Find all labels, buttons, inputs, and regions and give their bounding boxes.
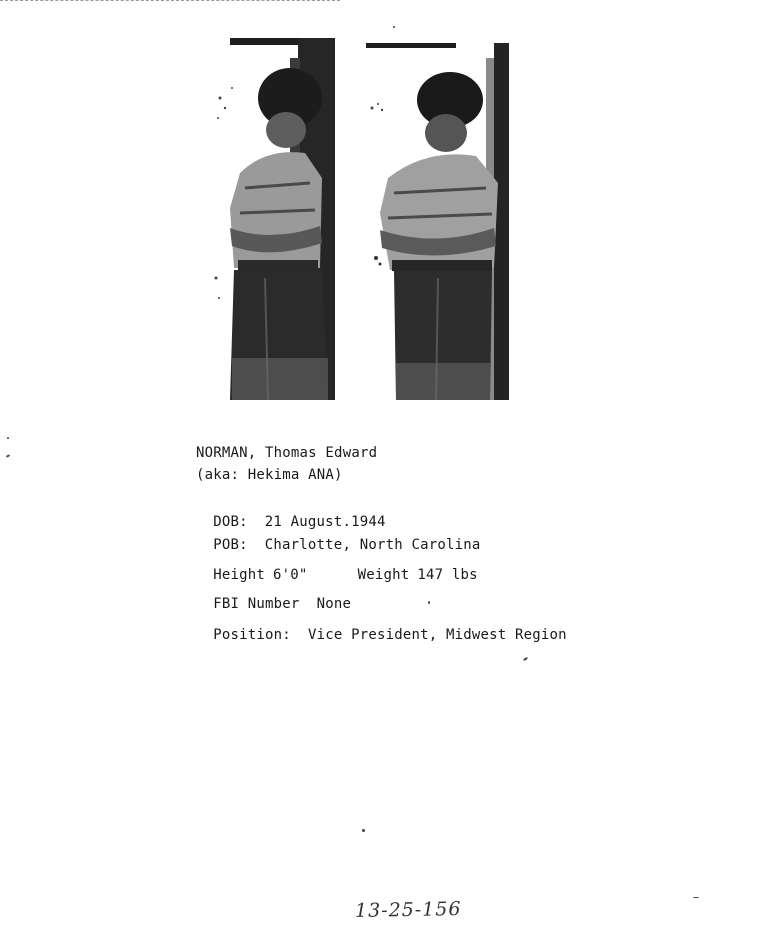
height-label: Height	[213, 567, 266, 583]
photo-right-image	[366, 38, 509, 400]
position-value: Vice President, Midwest Region	[307, 627, 567, 643]
pob-label: POB:	[213, 537, 248, 553]
scan-speck	[523, 657, 528, 662]
dob-value: 21 August.1944	[264, 514, 386, 530]
fbi-row	[196, 580, 351, 612]
dob-label: DOB:	[213, 514, 248, 530]
fbi-value: None	[316, 596, 352, 612]
pob-value: Charlotte, North Carolina	[264, 537, 481, 553]
handwritten-file-number: 13-25-156	[354, 898, 462, 922]
scan-speck	[393, 26, 395, 28]
height-weight-row	[196, 551, 478, 583]
position-label: Position:	[213, 627, 291, 643]
scan-speck	[428, 601, 430, 604]
position-row	[196, 611, 567, 643]
aka-line: (aka: Hekima ANA)	[196, 467, 343, 483]
weight-value: 147 lbs	[417, 567, 478, 583]
pob-row	[196, 521, 481, 553]
top-edge-dashes	[0, 0, 340, 1]
photo-left-image	[210, 38, 335, 400]
photo-left	[210, 38, 335, 400]
photo-right	[366, 38, 509, 400]
name-line: NORMAN, Thomas Edward	[196, 445, 378, 461]
scan-speck	[6, 454, 10, 458]
fbi-label: FBI Number	[213, 596, 300, 612]
weight-label: Weight	[357, 567, 410, 583]
scan-speck	[693, 897, 699, 898]
scan-speck	[362, 829, 365, 832]
scan-speck	[7, 437, 9, 439]
height-value: 6'0"	[273, 567, 308, 583]
